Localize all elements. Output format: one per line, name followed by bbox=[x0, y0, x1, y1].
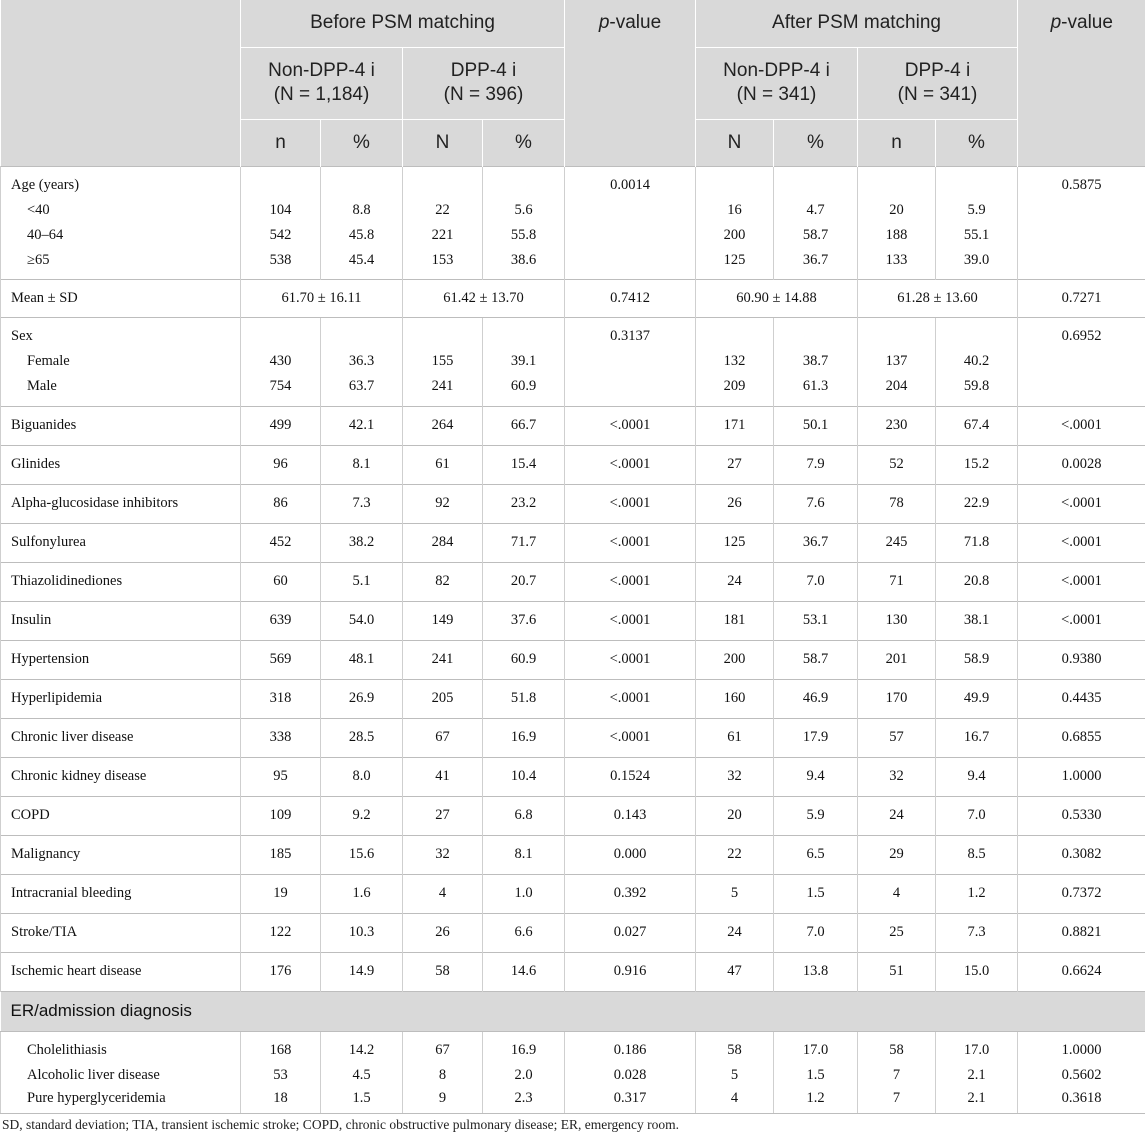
cell: 60.9 bbox=[483, 640, 565, 679]
cell: 53.1 bbox=[774, 601, 858, 640]
cell: 8.8 45.8 45.4 bbox=[321, 166, 403, 279]
cell: 24 bbox=[696, 562, 774, 601]
cell: 17.9 bbox=[774, 718, 858, 757]
cell: 318 bbox=[241, 679, 321, 718]
cell: 7.6 bbox=[774, 484, 858, 523]
cell: 58.9 bbox=[936, 640, 1018, 679]
cell: 170 bbox=[858, 679, 936, 718]
row-label: Mean ± SD bbox=[1, 279, 241, 317]
cell: 7.0 bbox=[774, 562, 858, 601]
cell: 132 209 bbox=[696, 317, 774, 406]
header-p-value-before: p-value bbox=[565, 0, 696, 166]
cell: 61 bbox=[403, 445, 483, 484]
table-row bbox=[1, 406, 1145, 445]
group-non-dpp4-after: Non-DPP-4 i (N = 341) bbox=[696, 47, 858, 119]
cell: 155 241 bbox=[403, 317, 483, 406]
cell: 16.9 bbox=[483, 718, 565, 757]
cell: 5.1 bbox=[321, 562, 403, 601]
p-value-cell: <.0001 bbox=[1018, 601, 1145, 640]
cell: 78 bbox=[858, 484, 936, 523]
cell: 32 bbox=[858, 757, 936, 796]
cell: 38.2 bbox=[321, 523, 403, 562]
p-value-cell: 0.5875 bbox=[1018, 166, 1145, 279]
cell: 5 bbox=[696, 1063, 774, 1088]
cell: 92 bbox=[403, 484, 483, 523]
cell: 71 bbox=[858, 562, 936, 601]
cell: 17.0 bbox=[936, 1031, 1018, 1063]
cell: 39.1 60.9 bbox=[483, 317, 565, 406]
cell: 137 204 bbox=[858, 317, 936, 406]
table-row bbox=[1, 718, 1145, 757]
cell: 149 bbox=[403, 601, 483, 640]
cell: 5.9 bbox=[774, 796, 858, 835]
cell: 71.8 bbox=[936, 523, 1018, 562]
table-row bbox=[1, 484, 1145, 523]
p-value-cell: <.0001 bbox=[565, 484, 696, 523]
cell: 6.8 bbox=[483, 796, 565, 835]
table-row bbox=[1, 562, 1145, 601]
subheader-cell: % bbox=[483, 119, 565, 166]
cell: 2.0 bbox=[483, 1063, 565, 1088]
p-value-cell: 0.6952 bbox=[1018, 317, 1145, 406]
cell: 20.8 bbox=[936, 562, 1018, 601]
cell: 8.1 bbox=[483, 835, 565, 874]
row-label: Thiazolidinediones bbox=[1, 562, 241, 601]
p-value-cell: <.0001 bbox=[565, 679, 696, 718]
p-value-cell: <.0001 bbox=[1018, 523, 1145, 562]
cell: 53 bbox=[241, 1063, 321, 1088]
cell: 8.0 bbox=[321, 757, 403, 796]
p-value-cell: 0.3082 bbox=[1018, 835, 1145, 874]
cell: 58 bbox=[858, 1031, 936, 1063]
cell: 50.1 bbox=[774, 406, 858, 445]
cell: 7.0 bbox=[936, 796, 1018, 835]
cell: 17.0 bbox=[774, 1031, 858, 1063]
row-label bbox=[1, 166, 241, 279]
cell: 230 bbox=[858, 406, 936, 445]
cell: 19 bbox=[241, 874, 321, 913]
cell: 2.1 bbox=[936, 1063, 1018, 1088]
cell: 10.4 bbox=[483, 757, 565, 796]
subheader-cell: N bbox=[696, 119, 774, 166]
cell: 24 bbox=[696, 913, 774, 952]
cell: 109 bbox=[241, 796, 321, 835]
cell: 171 bbox=[696, 406, 774, 445]
cell: 36.3 63.7 bbox=[321, 317, 403, 406]
subheader-cell: n bbox=[858, 119, 936, 166]
cell: 10.3 bbox=[321, 913, 403, 952]
p-value-cell: <.0001 bbox=[1018, 484, 1145, 523]
p-value-cell: <.0001 bbox=[565, 640, 696, 679]
cell: 1.5 bbox=[774, 1063, 858, 1088]
table-body bbox=[1, 166, 1145, 1113]
cell: 245 bbox=[858, 523, 936, 562]
cell: 2.3 bbox=[483, 1088, 565, 1113]
header-p-value-after: p-value bbox=[1018, 0, 1145, 166]
cell: 61.70 ± 16.11 bbox=[241, 279, 403, 317]
p-value-cell: 0.916 bbox=[565, 952, 696, 991]
p-value-cell: 0.1524 bbox=[565, 757, 696, 796]
age-sub-label: 40–64 bbox=[27, 226, 64, 243]
cell: 38.1 bbox=[936, 601, 1018, 640]
cell: 38.7 61.3 bbox=[774, 317, 858, 406]
p-value-cell: 0.3618 bbox=[1018, 1088, 1145, 1113]
table-row bbox=[1, 640, 1145, 679]
cell: 26.9 bbox=[321, 679, 403, 718]
row-label: Hyperlipidemia bbox=[1, 679, 241, 718]
cell: 4 bbox=[696, 1088, 774, 1113]
cell: 7.0 bbox=[774, 913, 858, 952]
row-label: COPD bbox=[1, 796, 241, 835]
row-label: Hypertension bbox=[1, 640, 241, 679]
cell: 452 bbox=[241, 523, 321, 562]
sex-sub-label: Female bbox=[27, 352, 70, 369]
cell: 4.5 bbox=[321, 1063, 403, 1088]
cell: 284 bbox=[403, 523, 483, 562]
cell: 16.7 bbox=[936, 718, 1018, 757]
subheader-cell: N bbox=[403, 119, 483, 166]
cell: 46.9 bbox=[774, 679, 858, 718]
row-label: Chronic liver disease bbox=[1, 718, 241, 757]
cell: 6.6 bbox=[483, 913, 565, 952]
cell: 4 bbox=[858, 874, 936, 913]
p-value-cell: 0.0014 bbox=[565, 166, 696, 279]
cell: 14.9 bbox=[321, 952, 403, 991]
cell: 27 bbox=[403, 796, 483, 835]
cell: 22 bbox=[696, 835, 774, 874]
row-label: Malignancy bbox=[1, 835, 241, 874]
cell: 61.42 ± 13.70 bbox=[403, 279, 565, 317]
cell: 8.5 bbox=[936, 835, 1018, 874]
cell: 14.2 bbox=[321, 1031, 403, 1063]
cell: 61 bbox=[696, 718, 774, 757]
p-value-cell: 0.4435 bbox=[1018, 679, 1145, 718]
cell: 61.28 ± 13.60 bbox=[858, 279, 1018, 317]
cell: 1.5 bbox=[774, 874, 858, 913]
cell: 7 bbox=[858, 1063, 936, 1088]
cell: 48.1 bbox=[321, 640, 403, 679]
table-row bbox=[1, 952, 1145, 991]
cell: 15.2 bbox=[936, 445, 1018, 484]
cell: 5 bbox=[696, 874, 774, 913]
subheader-cell: % bbox=[321, 119, 403, 166]
cell: 95 bbox=[241, 757, 321, 796]
cell: 125 bbox=[696, 523, 774, 562]
cell: 1.0 bbox=[483, 874, 565, 913]
cell: 37.6 bbox=[483, 601, 565, 640]
table-row bbox=[1, 796, 1145, 835]
cell: 185 bbox=[241, 835, 321, 874]
cell: 71.7 bbox=[483, 523, 565, 562]
header-before-psm: Before PSM matching bbox=[241, 0, 565, 47]
cell: 7.3 bbox=[936, 913, 1018, 952]
p-value-cell: <.0001 bbox=[565, 523, 696, 562]
cell: 338 bbox=[241, 718, 321, 757]
p-value-cell: 1.0000 bbox=[1018, 757, 1145, 796]
p-value-cell: 0.8821 bbox=[1018, 913, 1145, 952]
cell: 20 bbox=[696, 796, 774, 835]
cell: 6.5 bbox=[774, 835, 858, 874]
p-value-cell: 0.143 bbox=[565, 796, 696, 835]
p-value-cell: 0.028 bbox=[565, 1063, 696, 1088]
p-value-cell: 0.186 bbox=[565, 1031, 696, 1063]
cell: 40.2 59.8 bbox=[936, 317, 1018, 406]
cell: 4 bbox=[403, 874, 483, 913]
p-value-cell: 0.392 bbox=[565, 874, 696, 913]
cell: 15.6 bbox=[321, 835, 403, 874]
header-after-psm: After PSM matching bbox=[696, 0, 1018, 47]
cell: 200 bbox=[696, 640, 774, 679]
subheader-cell: % bbox=[774, 119, 858, 166]
cell: 58 bbox=[403, 952, 483, 991]
cell: 26 bbox=[696, 484, 774, 523]
cell: 20 188 133 bbox=[858, 166, 936, 279]
row-label: Intracranial bleeding bbox=[1, 874, 241, 913]
cell: 168 bbox=[241, 1031, 321, 1063]
age-label: Age (years) bbox=[11, 176, 80, 193]
p-value-cell: 0.027 bbox=[565, 913, 696, 952]
p-value-cell: 0.000 bbox=[565, 835, 696, 874]
cell: 60.90 ± 14.88 bbox=[696, 279, 858, 317]
table-row bbox=[1, 679, 1145, 718]
subheader-cell: % bbox=[936, 119, 1018, 166]
age-sub-label: ≥65 bbox=[27, 251, 50, 268]
cell: 22.9 bbox=[936, 484, 1018, 523]
cell: 2.1 bbox=[936, 1088, 1018, 1113]
cell: 5.9 55.1 39.0 bbox=[936, 166, 1018, 279]
cell: 7.3 bbox=[321, 484, 403, 523]
p-value-cell: <.0001 bbox=[565, 406, 696, 445]
cell: 7 bbox=[858, 1088, 936, 1113]
p-value-cell: <.0001 bbox=[565, 562, 696, 601]
cell: 241 bbox=[403, 640, 483, 679]
cell: 32 bbox=[403, 835, 483, 874]
cell: 205 bbox=[403, 679, 483, 718]
section-title: ER/admission diagnosis bbox=[1, 991, 1145, 1031]
p-value-cell: <.0001 bbox=[1018, 406, 1145, 445]
table-row bbox=[1, 523, 1145, 562]
cell: 24 bbox=[858, 796, 936, 835]
p-value-cell: 0.7372 bbox=[1018, 874, 1145, 913]
age-sub-label: <40 bbox=[27, 201, 50, 218]
cell: 96 bbox=[241, 445, 321, 484]
cell: 36.7 bbox=[774, 523, 858, 562]
cell: 20.7 bbox=[483, 562, 565, 601]
cell: 9.4 bbox=[936, 757, 1018, 796]
p-value-cell: <.0001 bbox=[1018, 562, 1145, 601]
cell: 7.9 bbox=[774, 445, 858, 484]
cell: 58.7 bbox=[774, 640, 858, 679]
p-value-cell: <.0001 bbox=[565, 445, 696, 484]
row-label: Alpha-glucosidase inhibitors bbox=[1, 484, 241, 523]
cell: 9 bbox=[403, 1088, 483, 1113]
row-label: Sulfonylurea bbox=[1, 523, 241, 562]
row-label bbox=[1, 1088, 241, 1113]
sex-label: Sex bbox=[11, 327, 33, 344]
cell: 67.4 bbox=[936, 406, 1018, 445]
row-label: Ischemic heart disease bbox=[1, 952, 241, 991]
cell: 16 200 125 bbox=[696, 166, 774, 279]
table-row bbox=[1, 445, 1145, 484]
cell: 32 bbox=[696, 757, 774, 796]
cell: 639 bbox=[241, 601, 321, 640]
cell: 1.2 bbox=[774, 1088, 858, 1113]
row-label bbox=[1, 317, 241, 406]
cell: 16.9 bbox=[483, 1031, 565, 1063]
p-value-cell: 1.0000 bbox=[1018, 1031, 1145, 1063]
group-dpp4-after: DPP-4 i (N = 341) bbox=[858, 47, 1018, 119]
sex-sub-label: Male bbox=[27, 377, 57, 394]
row-label: Stroke/TIA bbox=[1, 913, 241, 952]
cell: 130 bbox=[858, 601, 936, 640]
table-row bbox=[1, 757, 1145, 796]
cell: 82 bbox=[403, 562, 483, 601]
table-row bbox=[1, 913, 1145, 952]
cell: 58 bbox=[696, 1031, 774, 1063]
p-value-cell: 0.0028 bbox=[1018, 445, 1145, 484]
cell: 1.5 bbox=[321, 1088, 403, 1113]
table-row-er bbox=[1, 1063, 1145, 1088]
p-value-cell: 0.6624 bbox=[1018, 952, 1145, 991]
cell: 29 bbox=[858, 835, 936, 874]
cell: 67 bbox=[403, 718, 483, 757]
er-row-label: Alcoholic liver disease bbox=[27, 1067, 160, 1083]
table-header bbox=[1, 0, 1145, 166]
cell: 569 bbox=[241, 640, 321, 679]
table-row bbox=[1, 874, 1145, 913]
table-row bbox=[1, 601, 1145, 640]
cell: 86 bbox=[241, 484, 321, 523]
p-value-cell: 0.5330 bbox=[1018, 796, 1145, 835]
header-corner bbox=[1, 0, 241, 166]
cell: 22 221 153 bbox=[403, 166, 483, 279]
cell: 26 bbox=[403, 913, 483, 952]
p-value-cell: 0.5602 bbox=[1018, 1063, 1145, 1088]
cell: 47 bbox=[696, 952, 774, 991]
cell: 8.1 bbox=[321, 445, 403, 484]
p-value-cell: <.0001 bbox=[565, 718, 696, 757]
table-row-er bbox=[1, 1088, 1145, 1113]
cell: 15.4 bbox=[483, 445, 565, 484]
cell: 57 bbox=[858, 718, 936, 757]
p-value-cell: <.0001 bbox=[565, 601, 696, 640]
cell: 176 bbox=[241, 952, 321, 991]
subheader-cell: n bbox=[241, 119, 321, 166]
row-label bbox=[1, 1031, 241, 1063]
p-value-cell: 0.9380 bbox=[1018, 640, 1145, 679]
cell: 49.9 bbox=[936, 679, 1018, 718]
cell: 160 bbox=[696, 679, 774, 718]
cell: 9.4 bbox=[774, 757, 858, 796]
table-row-sex bbox=[1, 317, 1145, 406]
row-label: Chronic kidney disease bbox=[1, 757, 241, 796]
cell: 8 bbox=[403, 1063, 483, 1088]
cell: 264 bbox=[403, 406, 483, 445]
row-label: Glinides bbox=[1, 445, 241, 484]
cell: 14.6 bbox=[483, 952, 565, 991]
cell: 27 bbox=[696, 445, 774, 484]
table-row-age bbox=[1, 166, 1145, 279]
cell: 41 bbox=[403, 757, 483, 796]
cell: 15.0 bbox=[936, 952, 1018, 991]
cell: 51.8 bbox=[483, 679, 565, 718]
cell: 51 bbox=[858, 952, 936, 991]
table-row-mean-sd bbox=[1, 279, 1145, 317]
row-label: Biguanides bbox=[1, 406, 241, 445]
table-row-er bbox=[1, 1031, 1145, 1063]
p-value-cell: 0.7412 bbox=[565, 279, 696, 317]
cell: 430 754 bbox=[241, 317, 321, 406]
cell: 52 bbox=[858, 445, 936, 484]
section-header-row bbox=[1, 991, 1145, 1031]
cell: 25 bbox=[858, 913, 936, 952]
cell: 18 bbox=[241, 1088, 321, 1113]
cell: 499 bbox=[241, 406, 321, 445]
p-value-cell: 0.6855 bbox=[1018, 718, 1145, 757]
cell: 4.7 58.7 36.7 bbox=[774, 166, 858, 279]
p-value-cell: 0.317 bbox=[565, 1088, 696, 1113]
p-value-cell: 0.7271 bbox=[1018, 279, 1145, 317]
cell: 104 542 538 bbox=[241, 166, 321, 279]
cell: 5.6 55.8 38.6 bbox=[483, 166, 565, 279]
cell: 122 bbox=[241, 913, 321, 952]
cell: 67 bbox=[403, 1031, 483, 1063]
row-label: Insulin bbox=[1, 601, 241, 640]
table-footnote: SD, standard deviation; TIA, transient ischemic stroke; COPD, chronic obstructive pulmonary disease; ER, emergency room. bbox=[2, 1117, 679, 1132]
er-row-label: Cholelithiasis bbox=[27, 1041, 107, 1058]
group-dpp4-before: DPP-4 i (N = 396) bbox=[403, 47, 565, 119]
cell: 1.2 bbox=[936, 874, 1018, 913]
cell: 201 bbox=[858, 640, 936, 679]
cell: 1.6 bbox=[321, 874, 403, 913]
cell: 60 bbox=[241, 562, 321, 601]
cell: 66.7 bbox=[483, 406, 565, 445]
cell: 54.0 bbox=[321, 601, 403, 640]
cell: 28.5 bbox=[321, 718, 403, 757]
cell: 9.2 bbox=[321, 796, 403, 835]
table-row bbox=[1, 835, 1145, 874]
er-row-label: Pure hyperglyceridemia bbox=[27, 1089, 166, 1106]
cell: 13.8 bbox=[774, 952, 858, 991]
row-label bbox=[1, 1063, 241, 1088]
p-value-cell: 0.3137 bbox=[565, 317, 696, 406]
cell: 42.1 bbox=[321, 406, 403, 445]
cell: 181 bbox=[696, 601, 774, 640]
cell: 23.2 bbox=[483, 484, 565, 523]
group-non-dpp4-before: Non-DPP-4 i (N = 1,184) bbox=[241, 47, 403, 119]
